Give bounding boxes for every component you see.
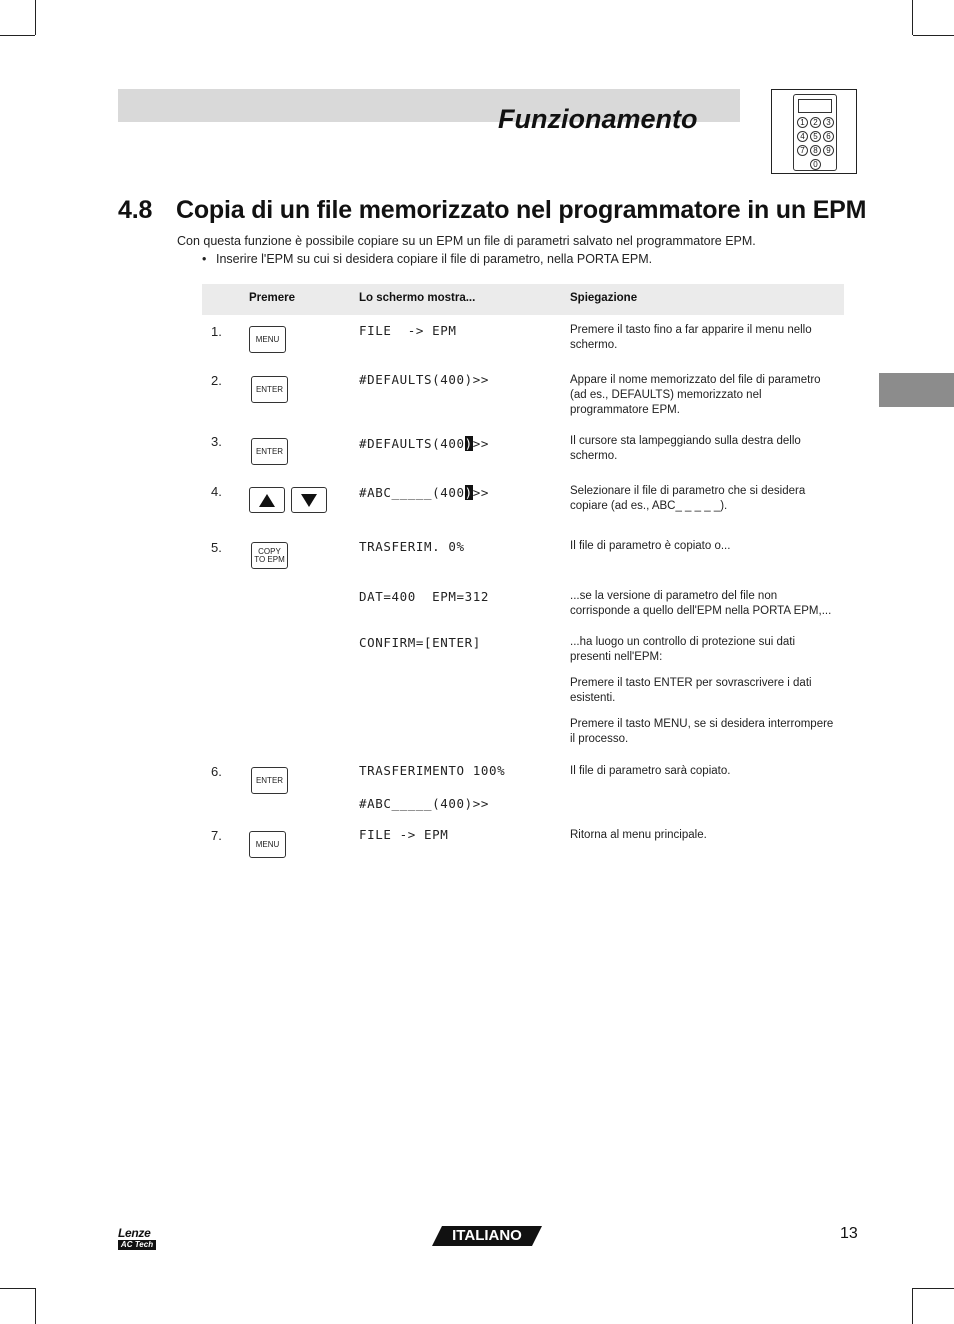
bullet-text: Inserire l'EPM su cui si desidera copiare il file di parametro, nella PORTA EPM. — [216, 252, 653, 266]
copy-to-epm-key — [251, 542, 288, 569]
table-header-row — [202, 284, 844, 315]
bullet-dot: • — [202, 252, 207, 266]
logo-subbrand: AC Tech — [118, 1240, 156, 1250]
keypad-key: 8 — [810, 145, 821, 156]
screen-text: #DEFAULTS(400 — [359, 436, 465, 451]
keypad-key: 9 — [823, 145, 834, 156]
explanation-text: Ritorna al menu principale. — [570, 829, 707, 841]
lenze-logo — [118, 1227, 156, 1250]
enter-key: ENTER — [251, 767, 288, 794]
explanation-text: Selezionare il file di parametro che si desidera copiare (ad es., ABC_ _ _ _ _). — [570, 485, 806, 512]
intro-text: Con questa funzione è possibile copiare su un EPM un file di parametri salvato nel programmatore EPM. — [177, 234, 756, 248]
column-header-screen: Lo schermo mostra... — [359, 292, 476, 304]
arrow-up-key[interactable] — [249, 487, 285, 513]
crop-mark — [35, 0, 36, 35]
key-label: TO EPM — [254, 554, 285, 564]
screen-display — [359, 485, 489, 500]
arrow-up-icon — [259, 494, 275, 507]
blinking-cursor: ) — [464, 485, 473, 500]
explanation-text: Il file di parametro sarà copiato. — [570, 765, 731, 777]
column-header-press: Premere — [249, 292, 296, 304]
column-header-explanation: Spiegazione — [570, 292, 638, 304]
screen-display: #DEFAULTS(400)>> — [359, 372, 490, 387]
explanation-text: Il file di parametro è copiato o... — [570, 540, 731, 552]
screen-display: CONFIRM=[ENTER] — [359, 635, 481, 650]
screen-display: DAT=400 EPM=312 — [359, 589, 490, 604]
step-number: 5. — [211, 540, 222, 555]
key-label: COPY — [258, 546, 281, 556]
keypad-key: 6 — [823, 131, 834, 142]
step-number: 6. — [211, 764, 222, 779]
keypad-key: 1 — [797, 117, 808, 128]
page-number: 13 — [840, 1225, 858, 1242]
keypad-key: 5 — [810, 131, 821, 142]
logo-brand: Lenze — [118, 1226, 151, 1240]
blinking-cursor: ) — [464, 436, 473, 451]
section-number: 4.8 — [118, 196, 153, 224]
arrow-down-key[interactable] — [291, 487, 327, 513]
step-number: 2. — [211, 373, 222, 388]
crop-mark — [35, 1288, 36, 1324]
explanation-text: Appare il nome memorizzato del file di parametro (ad es., DEFAULTS) memorizzato nel programmatore EPM. — [570, 374, 821, 416]
screen-display: FILE -> EPM — [359, 827, 449, 842]
keypad-key: 4 — [797, 131, 808, 142]
menu-key: MENU — [249, 831, 286, 858]
keypad-icon — [771, 89, 857, 174]
screen-text: #ABC_____(400 — [359, 485, 465, 500]
chapter-title: Funzionamento — [498, 104, 698, 134]
keypad-screen — [798, 99, 832, 113]
side-tab-marker — [879, 373, 954, 407]
enter-key: ENTER — [251, 376, 288, 403]
explanation-text: Premere il tasto fino a far apparire il menu nello schermo. — [570, 324, 812, 351]
screen-display — [359, 436, 489, 451]
keypad-key: 0 — [810, 159, 821, 170]
screen-display: TRASFERIM. 0% — [359, 539, 465, 554]
screen-text: >> — [472, 485, 490, 500]
crop-mark — [913, 35, 954, 36]
section-title — [118, 196, 866, 225]
screen-display: TRASFERIMENTO 100% — [359, 763, 506, 778]
keypad-key: 7 — [797, 145, 808, 156]
explanation-text: ...se la versione di parametro del file non corrisponde a quello dell'EPM nella PORTA EPM,... — [570, 590, 832, 617]
section-heading: Copia di un file memorizzato nel programmatore in un EPM — [176, 196, 867, 224]
step-number: 4. — [211, 484, 222, 499]
crop-mark — [0, 1288, 35, 1289]
crop-mark — [912, 1288, 913, 1324]
crop-mark — [0, 35, 35, 36]
keypad-key: 3 — [823, 117, 834, 128]
keypad-body — [793, 94, 837, 171]
screen-text: >> — [472, 436, 490, 451]
step-number: 1. — [211, 324, 222, 339]
language-badge — [432, 1226, 542, 1246]
step-number: 7. — [211, 828, 222, 843]
crop-mark — [913, 1288, 954, 1289]
explanation-text: Il cursore sta lampeggiando sulla destra dello schermo. — [570, 435, 801, 462]
arrow-down-icon — [301, 494, 317, 507]
explanation-text: Premere il tasto ENTER per sovrascrivere i dati esistenti. — [570, 677, 812, 704]
enter-key: ENTER — [251, 438, 288, 465]
screen-display: FILE -> EPM — [359, 323, 457, 338]
explanation-text: Premere il tasto MENU, se si desidera interrompere il processo. — [570, 718, 834, 745]
menu-key: MENU — [249, 326, 286, 353]
screen-display: #ABC_____(400)>> — [359, 796, 490, 811]
keypad-key: 2 — [810, 117, 821, 128]
language-label: ITALIANO — [452, 1227, 522, 1244]
explanation-text: ...ha luogo un controllo di protezione sui dati presenti nell'EPM: — [570, 636, 796, 663]
crop-mark — [912, 0, 913, 35]
step-number: 3. — [211, 434, 222, 449]
